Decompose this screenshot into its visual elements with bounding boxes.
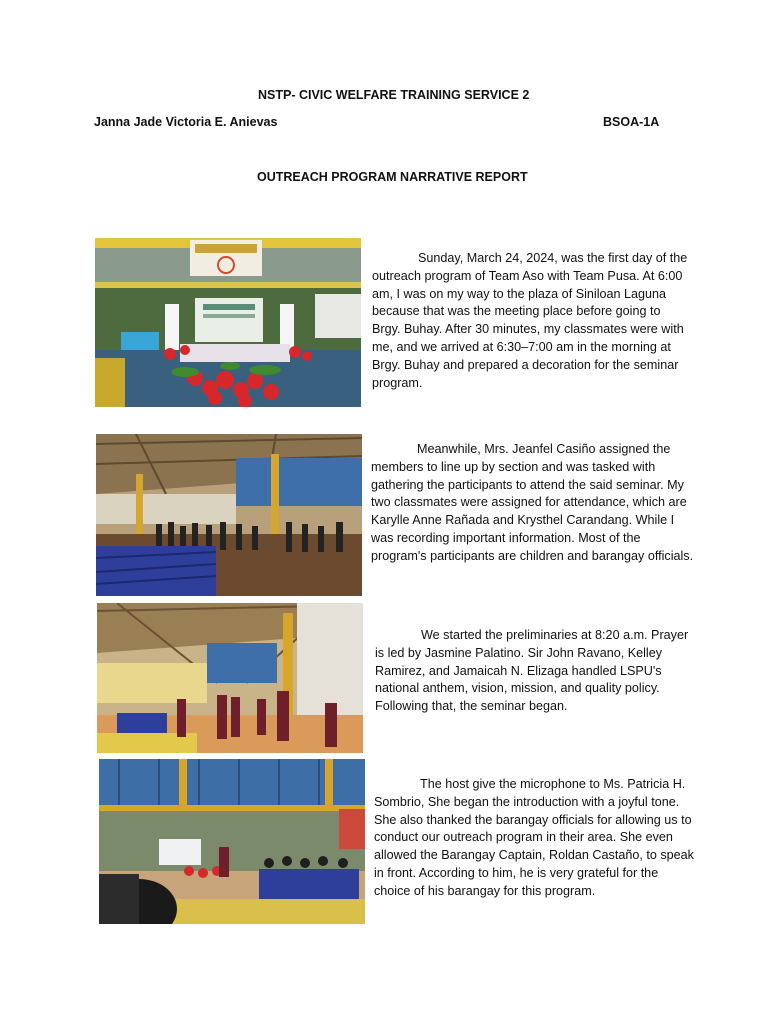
paragraph-3: We started the preliminaries at 8:20 a.m. Prayer is led by Jasmine Palatino. Sir John Ravano, Kelley Ramirez, and Jamaicah N. Elizaga handled LSPU's national anthem, vision, mission, and quality policy. Following that, the seminar began.	[375, 628, 689, 714]
stage-decoration-photo	[95, 238, 361, 407]
participants-lineup-photo	[96, 434, 362, 596]
section-label: BSOA-1A	[603, 115, 660, 129]
paragraph-4: The host give the microphone to Ms. Patricia H. Sombrio, She began the introduction with a joyful tone. She also thanked the barangay officials for allowing us to conduct our outreach program in their area. She even allowed the Barangay Captain, Roldan Castaño, to speak in front. According to him, he is very grateful for the choice of his barangay for this program.	[374, 777, 694, 898]
course-title: NSTP- CIVIC WELFARE TRAINING SERVICE 2	[258, 88, 530, 102]
paragraph-2: Meanwhile, Mrs. Jeanfel Casiño assigned the members to line up by section and was tasked with gathering the participants to attend the said seminar. My two classmates were assigned for attendance, which are Karylle Anne Rañada and Krysthel Carandang. While I was recording important information. Most of the program's participants are children and barangay officials.	[371, 442, 694, 563]
seminar-introduction-photo	[99, 759, 365, 924]
preliminaries-photo	[97, 603, 363, 753]
student-name: Janna Jade Victoria E. Anievas	[94, 115, 278, 129]
paragraph-1: Sunday, March 24, 2024, was the first day of the outreach program of Team Aso with Team Pusa. At 6:00 am, I was on my way to the plaza of Siniloan Laguna because that was the meeting place before going to Brgy. Buhay. After 30 minutes, my classmates were with me, and we arrived at 6:30–7:00 am in the morning at Brgy. Buhay and prepared a decoration for the seminar program.	[372, 251, 688, 390]
report-title: OUTREACH PROGRAM NARRATIVE REPORT	[257, 170, 528, 184]
